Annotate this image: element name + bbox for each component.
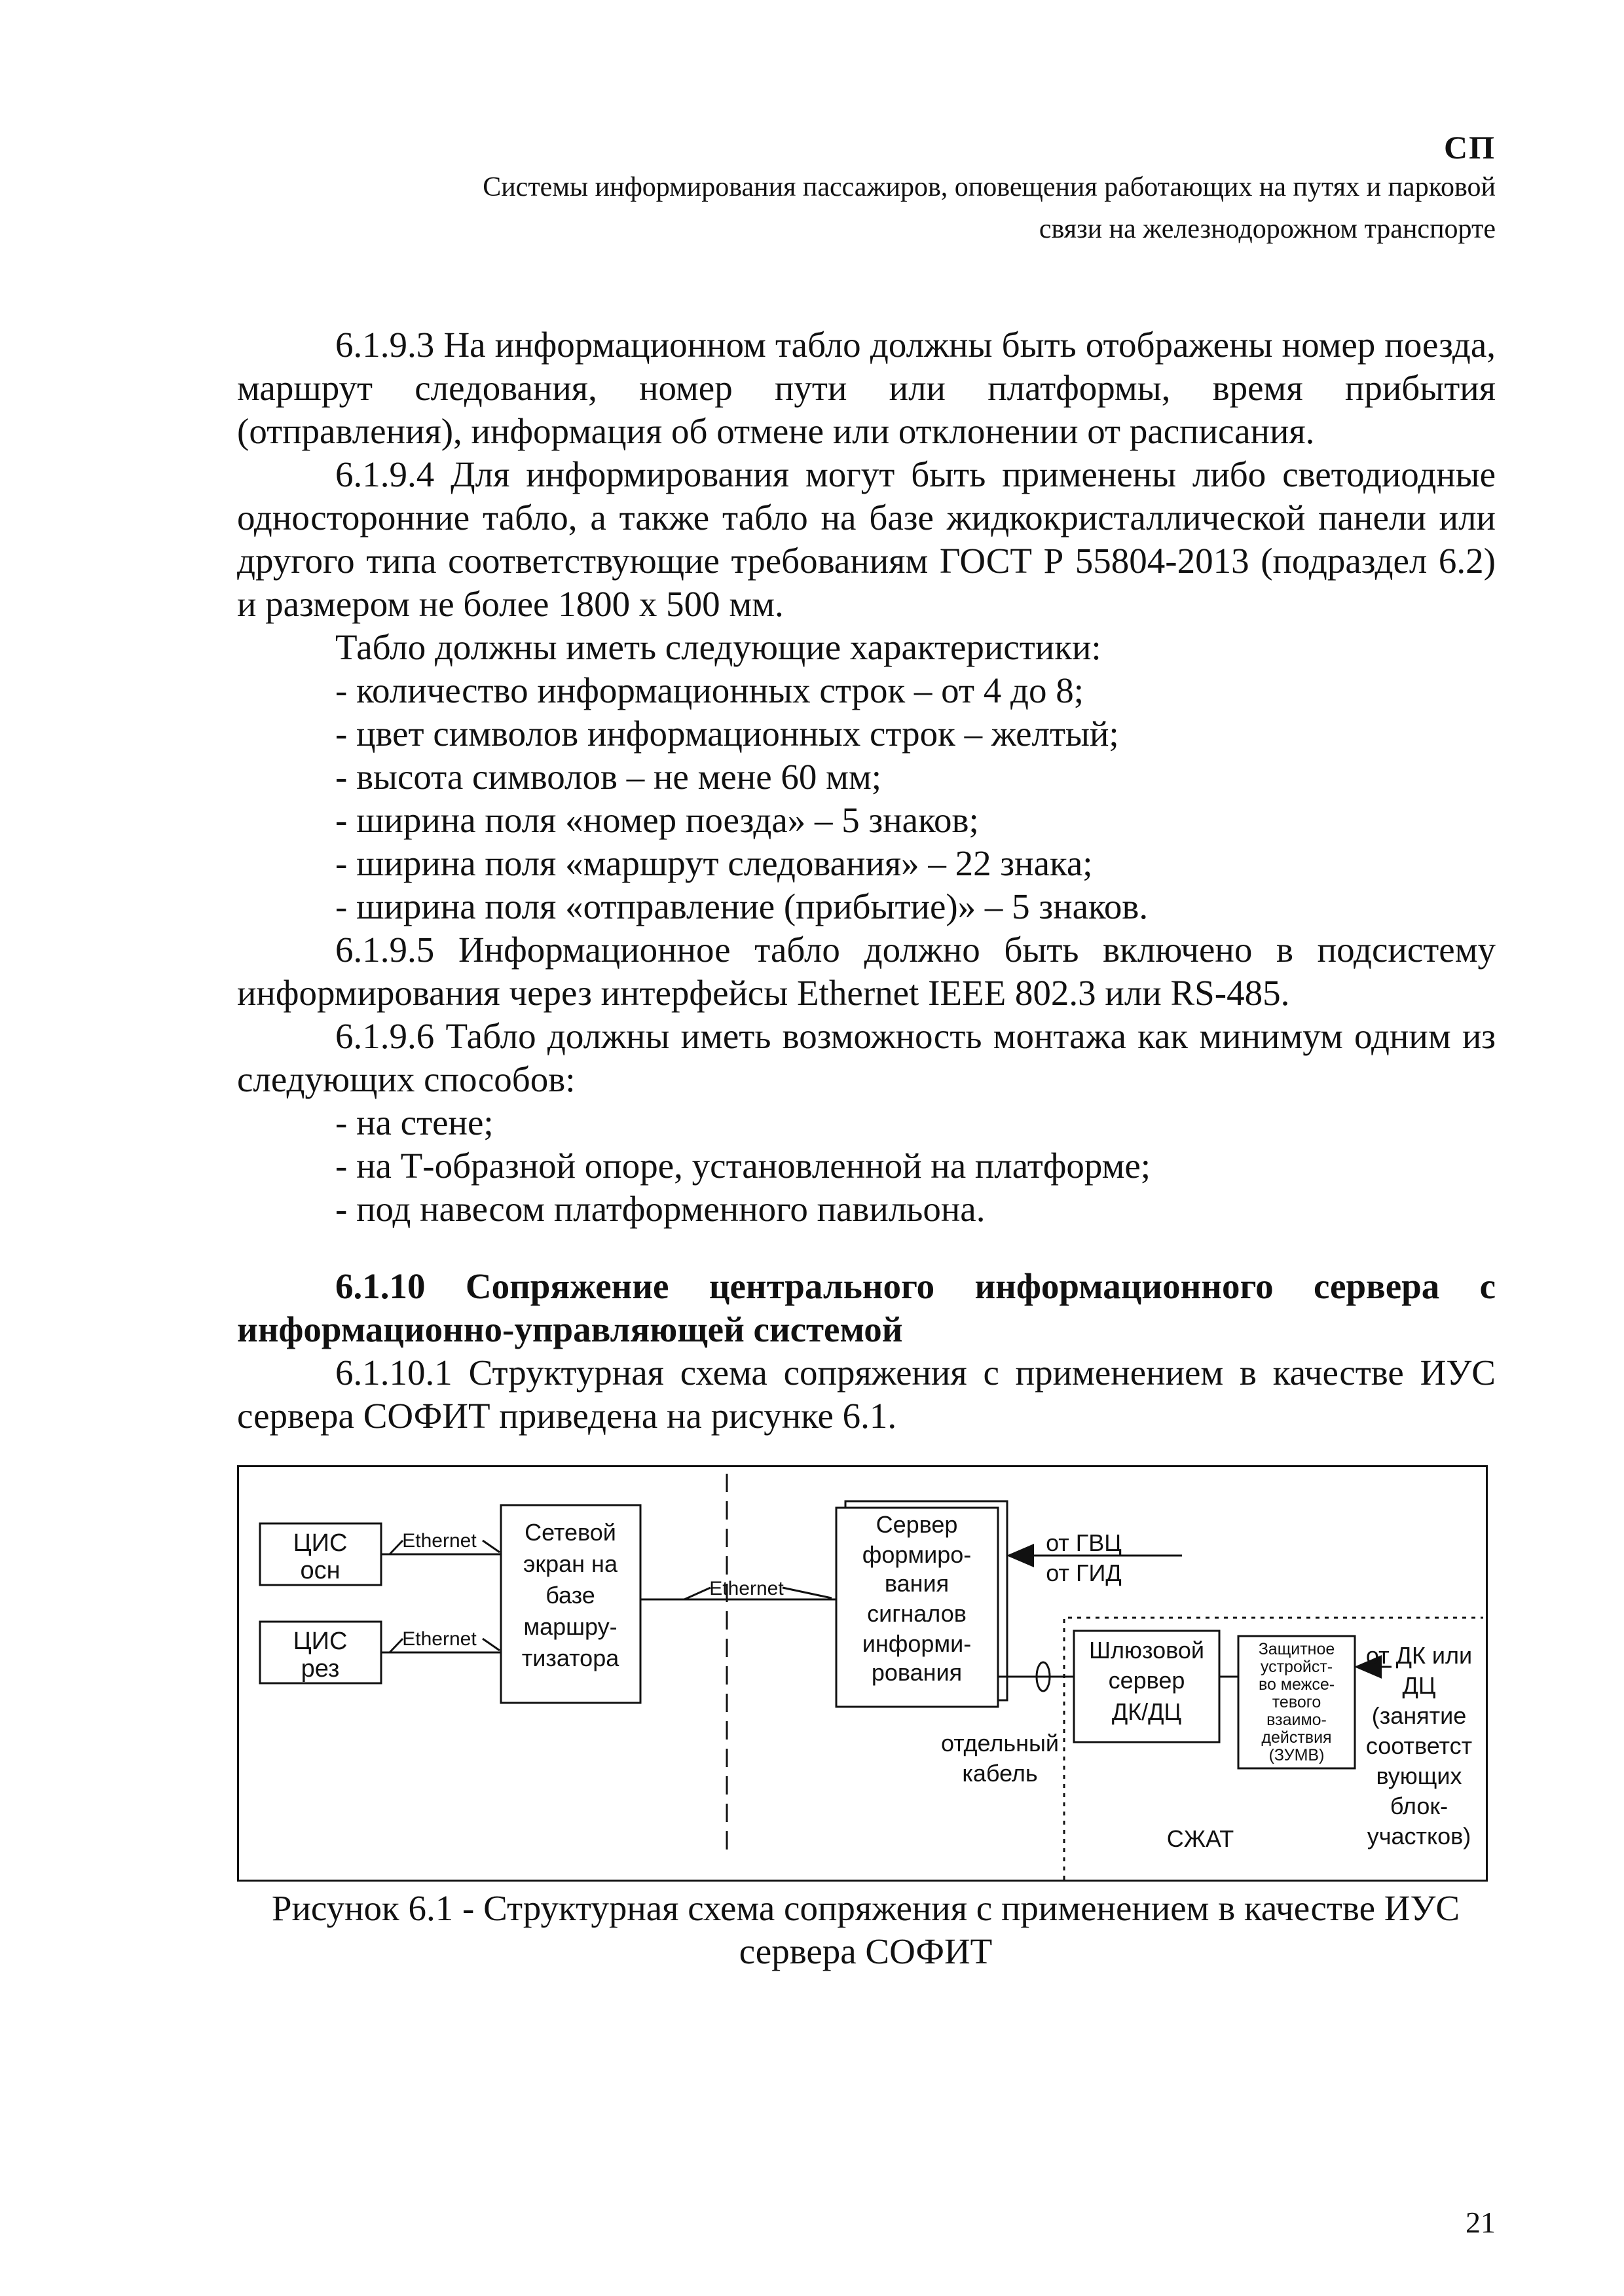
firewall-label-1: Сетевой <box>525 1519 616 1546</box>
cable-label-2: кабель <box>962 1760 1038 1787</box>
list-item: - на Т-образной опоре, установленной на платформе; <box>335 1146 1151 1186</box>
zumv-label-3: во межсе- <box>1258 1675 1335 1694</box>
paragraph-characteristics: Табло должны иметь следующие характеристики: <box>335 627 1101 667</box>
zumv-label-1: Защитное <box>1258 1640 1335 1658</box>
firewall-label-3: базе <box>545 1582 595 1609</box>
szhat-label: СЖАТ <box>1166 1825 1234 1852</box>
list-item: - на стене; <box>335 1102 494 1142</box>
list-item: - высота символов – не мене 60 мм; <box>335 757 882 797</box>
server-label-3: вания <box>884 1570 950 1597</box>
paragraph-6-1-9-6: 6.1.9.6 Табло должны иметь возможность монтажа как минимум одним из следующих способов: <box>237 1016 1496 1099</box>
firewall-label-4: маршру- <box>523 1613 618 1640</box>
firewall-label-2: экран на <box>523 1550 618 1577</box>
firewall-label-5: тизатора <box>521 1645 619 1671</box>
characteristics-list <box>237 669 1496 928</box>
from-gid-label: от ГИД <box>1046 1559 1122 1586</box>
server-label-6: рования <box>871 1659 963 1686</box>
ethernet-label-server: Ethernet <box>709 1578 784 1599</box>
from-dk-label-3: (занятие <box>1371 1702 1467 1729</box>
list-item: - ширина поля «маршрут следования» – 22 знака; <box>335 843 1093 883</box>
from-dk-label-2: ДЦ <box>1402 1672 1436 1699</box>
from-dk-label-4: соответст <box>1365 1732 1473 1759</box>
cis-osn-label-2: осн <box>300 1557 341 1584</box>
from-dk-label-7: участков) <box>1367 1823 1471 1850</box>
section-heading-6-1-10: 6.1.10 Сопряжение центрального информационного сервера с информационно-управляющей системой <box>237 1266 1496 1349</box>
figure-caption-line-2: сервера СОФИТ <box>739 1931 993 1971</box>
ethernet-label-rez: Ethernet <box>402 1628 477 1650</box>
zumv-label-6: действия <box>1261 1728 1332 1747</box>
from-dk-label-1: от ДК или <box>1365 1642 1473 1669</box>
structure-diagram <box>239 1467 1486 1880</box>
zumv-label-7: (ЗУМВ) <box>1268 1746 1325 1764</box>
document-code: СП <box>1444 129 1496 166</box>
server-label-5: информи- <box>862 1630 972 1657</box>
paragraph-6-1-9-4: 6.1.9.4 Для информирования могут быть применены либо светодиодные односторонние табло, а также табло на базе жидкокристаллической панели или другого типа соответствующие требованиям ГОСТ Р 55804-2013 (подраздел 6.2) и размером не более 1800 х 500 мм. <box>237 454 1496 624</box>
server-label-4: сигналов <box>867 1600 967 1627</box>
paragraph-6-1-9-3: 6.1.9.3 На информационном табло должны быть отображены номер поезда, маршрут следования, номер пути или платформы, время прибытия (отправления), информация об отмене или отклонении от расписания. <box>237 325 1496 451</box>
server-label-1: Сервер <box>876 1511 958 1538</box>
cis-rez-label-1: ЦИС <box>293 1628 348 1655</box>
list-item: - ширина поля «номер поезда» – 5 знаков; <box>335 800 979 840</box>
from-dk-label-5: вующих <box>1376 1762 1462 1789</box>
zumv-label-5: взаимо- <box>1266 1711 1327 1729</box>
zumv-label-2: устройст- <box>1260 1658 1333 1676</box>
cable-label-1: отдельный <box>941 1730 1059 1757</box>
list-item: - ширина поля «отправление (прибытие)» – 5 знаков. <box>335 886 1149 926</box>
list-item: - цвет символов информационных строк – желтый; <box>335 714 1119 754</box>
figure-caption-line-1: Рисунок 6.1 - Структурная схема сопряжения с применением в качестве ИУС <box>271 1888 1460 1928</box>
gateway-label-1: Шлюзовой <box>1089 1637 1204 1664</box>
from-dk-label-6: блок- <box>1390 1793 1449 1819</box>
zumv-label-4: тевого <box>1272 1693 1321 1711</box>
figure-6-1 <box>237 1465 1488 1882</box>
mounting-list <box>237 1101 1496 1231</box>
paragraph-6-1-10-1: 6.1.10.1 Структурная схема сопряжения с применением в качестве ИУС сервера СОФИТ приведена на рисунке 6.1. <box>237 1353 1496 1436</box>
figure-caption <box>237 1887 1494 1973</box>
gateway-label-2: сервер <box>1108 1667 1185 1694</box>
body-text <box>237 323 1496 1438</box>
from-gvc-label: от ГВЦ <box>1046 1529 1122 1556</box>
ethernet-label-osn: Ethernet <box>402 1530 477 1552</box>
server-label-2: формиро- <box>862 1541 972 1568</box>
list-item: - под навесом платформенного павильона. <box>335 1189 986 1229</box>
page-number: 21 <box>1466 2206 1496 2239</box>
document-title-line-1: Системы информирования пассажиров, оповещения работающих на путях и парковой <box>483 172 1496 202</box>
paragraph-6-1-9-5: 6.1.9.5 Информационное табло должно быть включено в подсистему информирования через интерфейсы Ethernet IEEE 802.3 или RS-485. <box>237 930 1496 1013</box>
cis-osn-label-1: ЦИС <box>293 1529 348 1557</box>
gateway-label-3: ДК/ДЦ <box>1111 1698 1182 1725</box>
list-item: - количество информационных строк – от 4 до 8; <box>335 670 1084 710</box>
document-title-line-2: связи на железнодорожном транспорте <box>1039 214 1496 244</box>
cis-rez-label-2: рез <box>301 1655 340 1683</box>
